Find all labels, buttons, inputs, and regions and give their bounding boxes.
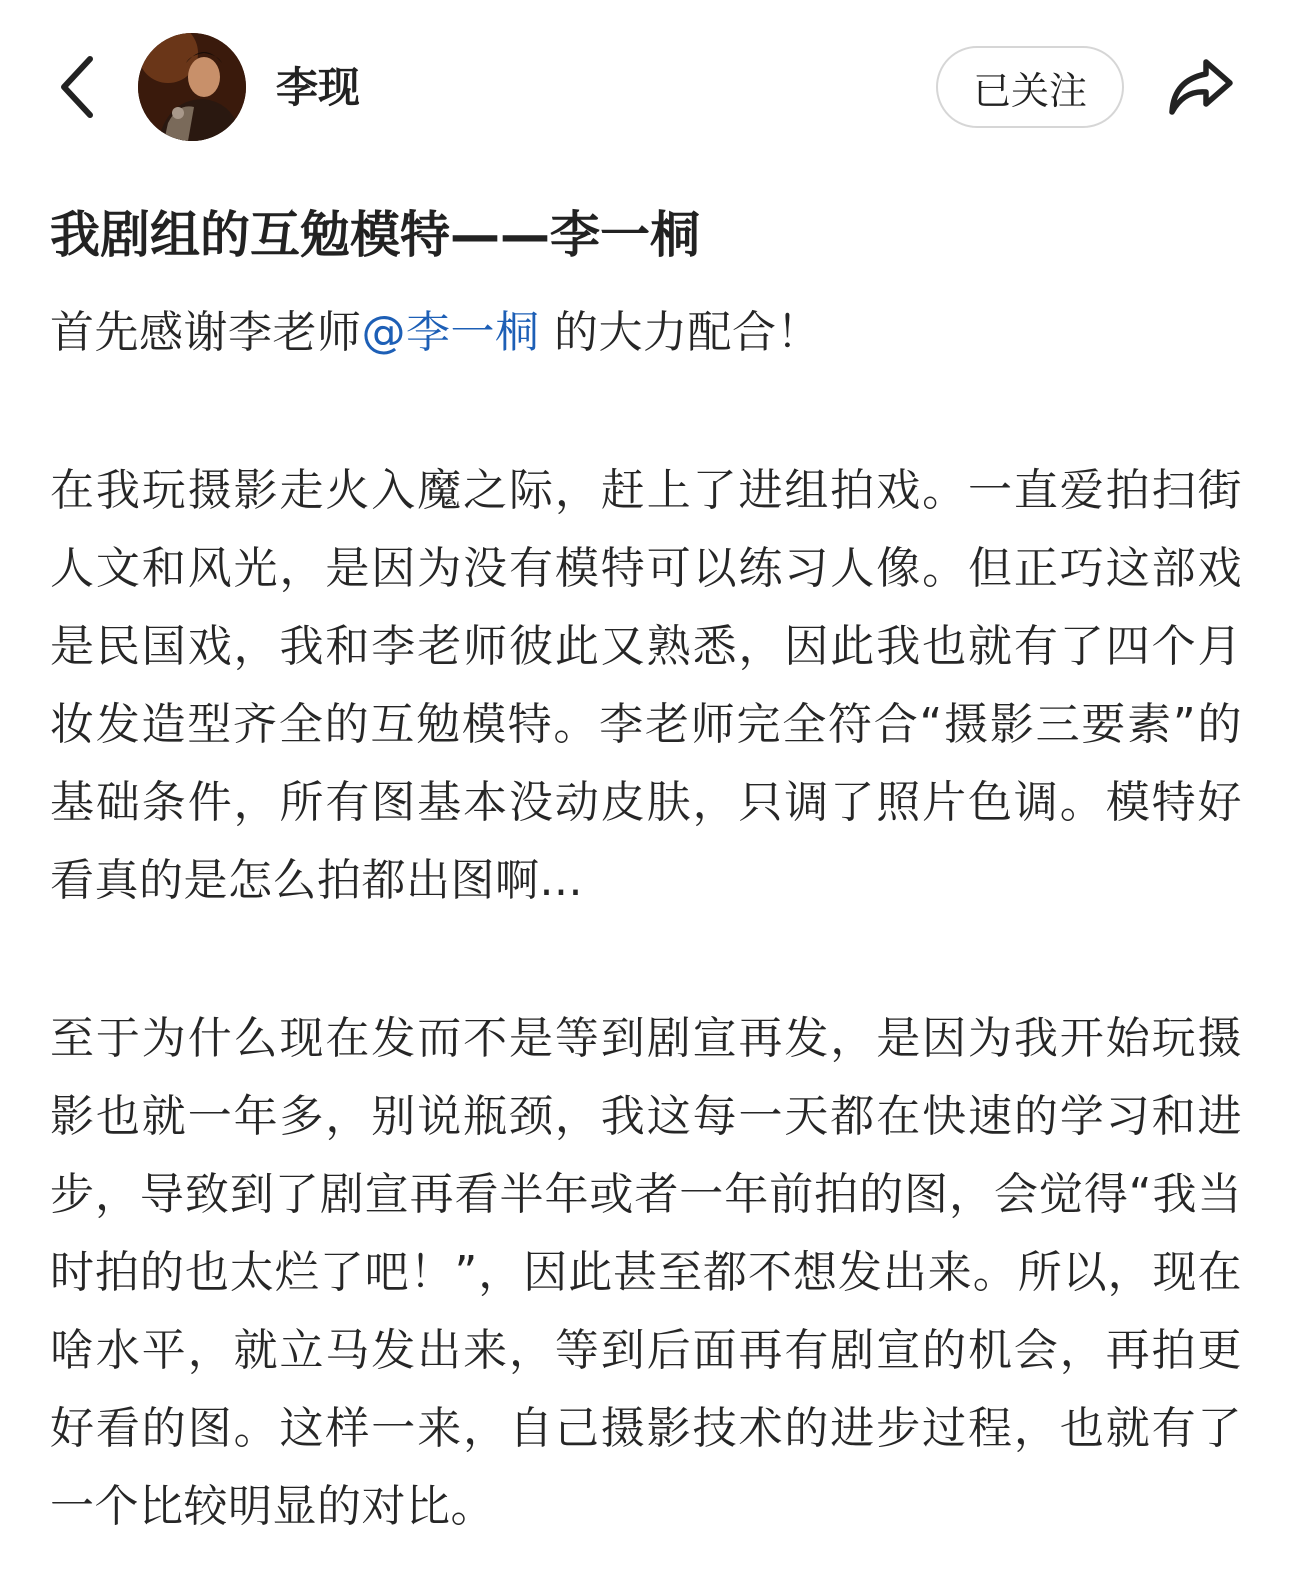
author-avatar[interactable] — [138, 33, 246, 141]
mention-link[interactable]: @李一桐 — [361, 307, 540, 358]
avatar-image — [138, 33, 246, 141]
share-arrow-icon — [1166, 56, 1236, 118]
post-body — [50, 294, 1242, 1546]
body-paragraph-1: 在我玩摄影走火入魔之际，赶上了进组拍戏。一直爱拍扫街人文和风光，是因为没有模特可以练习人像。但正巧这部戏是民国戏，我和李老师彼此又熟悉，因此我也就有了四个月妆发造型齐全的互勉模特。李老师完全符合“摄影三要素”的基础条件，所有图基本没动皮肤，只调了照片色调。模特好看真的是怎么拍都出图啊... — [50, 465, 1242, 906]
body-paragraph-2: 至于为什么现在发而不是等到剧宣再发，是因为我开始玩摄影也就一年多，别说瓶颈，我这每一天都在快速的学习和进步，导致到了剧宣再看半年或者一年前拍的图，会觉得“我当时拍的也太烂了吧！”，因此甚至都不想发出来。所以，现在啥水平，就立马发出来，等到后面再有剧宣的机会，再拍更好看的图。这样一来，自己摄影技术的进步过程，也就有了一个比较明显的对比。 — [50, 1013, 1242, 1532]
intro-paragraph — [50, 294, 1242, 372]
post-header — [0, 0, 1290, 180]
author-name[interactable]: 李现 — [276, 63, 361, 112]
follow-button[interactable]: 已关注 — [936, 46, 1124, 128]
chevron-left-icon — [56, 55, 96, 119]
post-title: 我剧组的互勉模特——李一桐 — [50, 206, 700, 264]
share-button[interactable] — [1164, 52, 1238, 122]
back-button[interactable] — [48, 52, 104, 122]
intro-text-after: 的大力配合！ — [539, 307, 821, 358]
intro-text-before: 首先感谢李老师 — [50, 307, 362, 358]
